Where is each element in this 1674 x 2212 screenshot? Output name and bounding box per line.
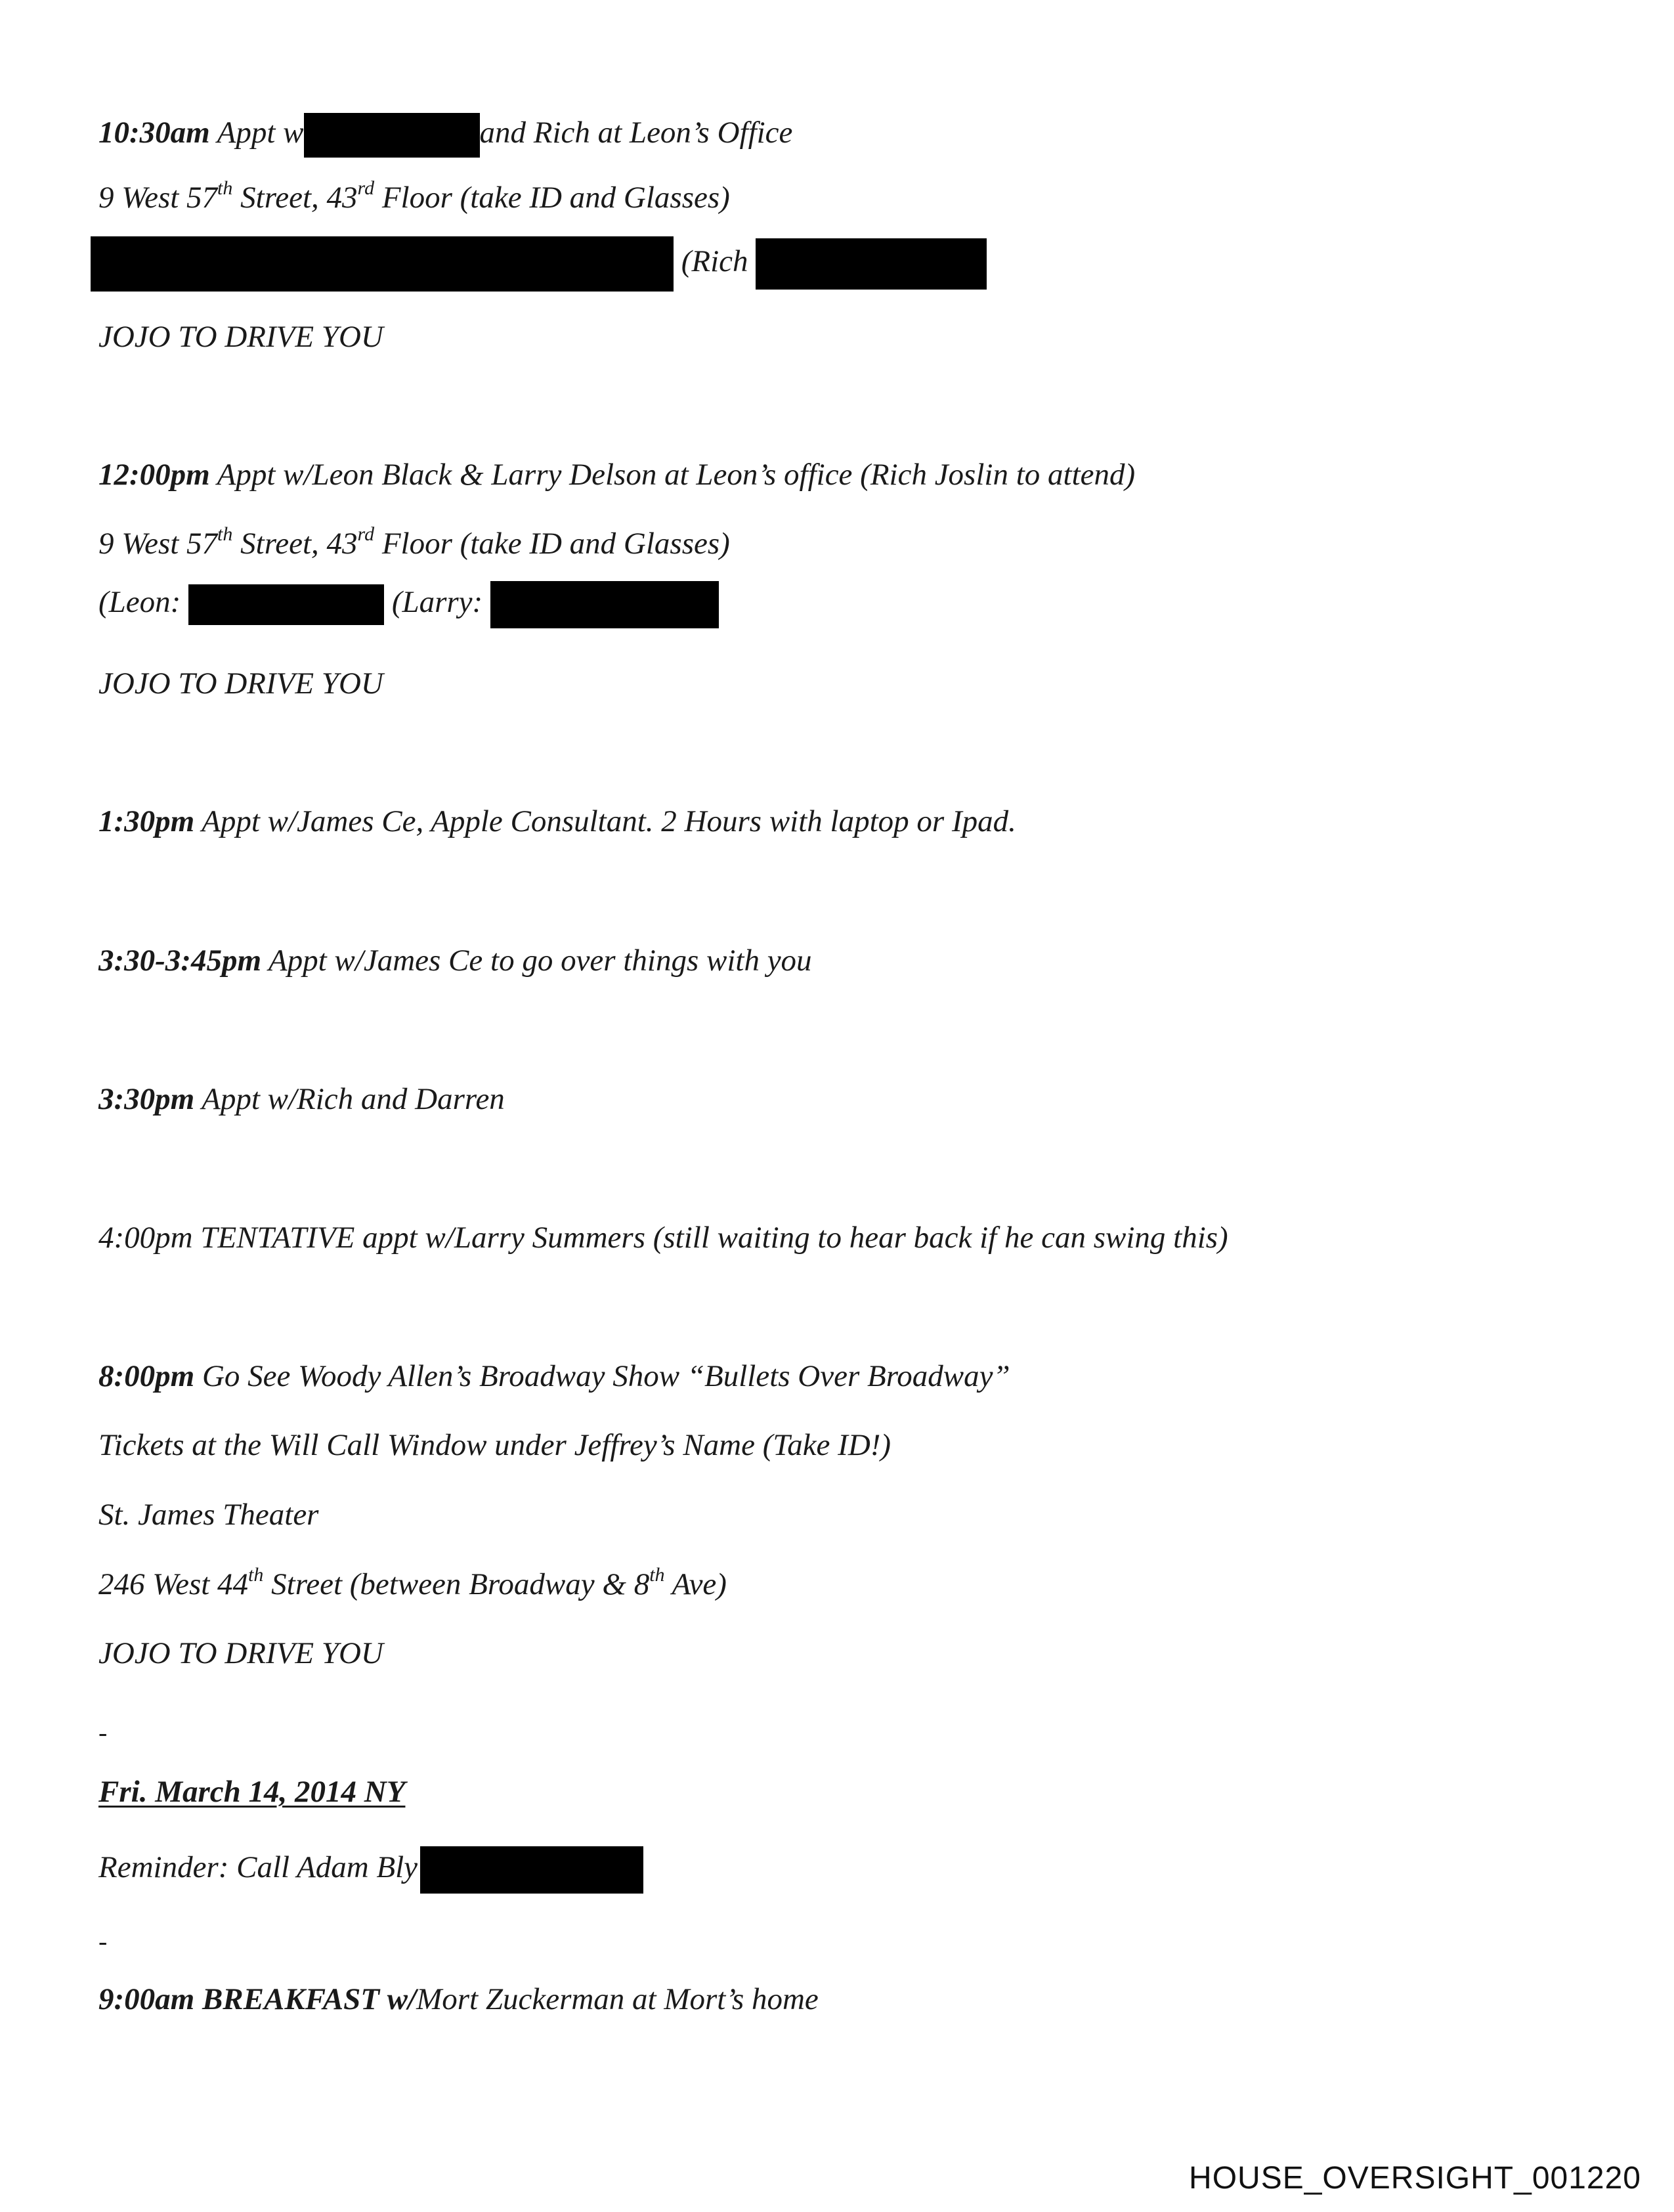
entry-time: 3:30pm — [98, 1082, 195, 1116]
reminder-line — [98, 1846, 643, 1894]
contact-label: (Larry: — [391, 584, 483, 619]
separator-dash: - — [98, 1926, 108, 1956]
drive-note: JOJO TO DRIVE YOU — [98, 320, 383, 354]
redaction-block — [304, 113, 480, 158]
tickets-line: Tickets at the Will Call Window under Jeffrey’s Name (Take ID!) — [98, 1428, 891, 1462]
drive-note: JOJO TO DRIVE YOU — [98, 1636, 383, 1670]
redaction-block — [756, 238, 987, 290]
entry-1030-line — [98, 113, 792, 158]
entry-text: Mort Zuckerman at Mort’s home — [416, 1982, 819, 2016]
entry-time: 10:30am — [98, 115, 210, 150]
entry-400-tentative-line: 4:00pm TENTATIVE appt w/Larry Summers (still waiting to hear back if he can swing this) — [98, 1221, 1228, 1255]
separator-dash: - — [98, 1718, 108, 1747]
day-header: Fri. March 14, 2014 NY — [98, 1775, 406, 1809]
address-line: 9 West 57th Street, 43rd Floor (take ID and Glasses) — [98, 177, 730, 215]
entry-800-line — [98, 1361, 1010, 1392]
entry-time: 3:30-3:45pm — [98, 943, 262, 978]
entry-900-breakfast-line — [98, 1984, 819, 2015]
venue-line: St. James Theater — [98, 1498, 319, 1532]
entry-text: Appt w/Rich and Darren — [194, 1082, 505, 1116]
redaction-block — [420, 1846, 643, 1894]
entry-time: 12:00pm — [98, 458, 210, 492]
entry-330-line — [98, 1084, 505, 1115]
redaction-block — [490, 581, 719, 628]
address-line: 9 West 57th Street, 43rd Floor (take ID and Glasses) — [98, 523, 730, 561]
entry-time: 8:00pm — [98, 1359, 195, 1393]
redaction-block — [188, 584, 384, 625]
entry-time: 9:00am BREAKFAST w/ — [98, 1982, 417, 2016]
contact-label: (Rich — [681, 244, 748, 278]
drive-note: JOJO TO DRIVE YOU — [98, 666, 383, 701]
entry-text: Appt w/Leon Black & Larry Delson at Leon’s office (Rich Joslin to attend) — [209, 458, 1136, 492]
entry-330-345-line — [98, 945, 812, 976]
redacted-contact-line — [98, 581, 719, 628]
address-line: 246 West 44th Street (between Broadway & 8th Ave) — [98, 1564, 727, 1601]
entry-text: Appt w/James Ce, Apple Consultant. 2 Hours with laptop or Ipad. — [194, 804, 1016, 838]
redaction-block — [91, 236, 674, 292]
entry-text: Appt w/James Ce to go over things with you — [261, 943, 812, 978]
entry-text: Appt w — [217, 115, 304, 150]
entry-1200-line — [98, 460, 1135, 490]
entry-130-line — [98, 806, 1016, 837]
entry-text: Go See Woody Allen’s Broadway Show “Bullets Over Broadway” — [194, 1359, 1010, 1393]
entry-time: 1:30pm — [98, 804, 195, 838]
redacted-contact-line — [91, 236, 987, 292]
contact-label: (Leon: — [98, 584, 181, 619]
reminder-text: Reminder: Call Adam Bly — [98, 1850, 418, 1884]
entry-text: and Rich at Leon’s Office — [479, 115, 793, 150]
bates-number: HOUSE_OVERSIGHT_001220 — [1189, 2161, 1641, 2196]
